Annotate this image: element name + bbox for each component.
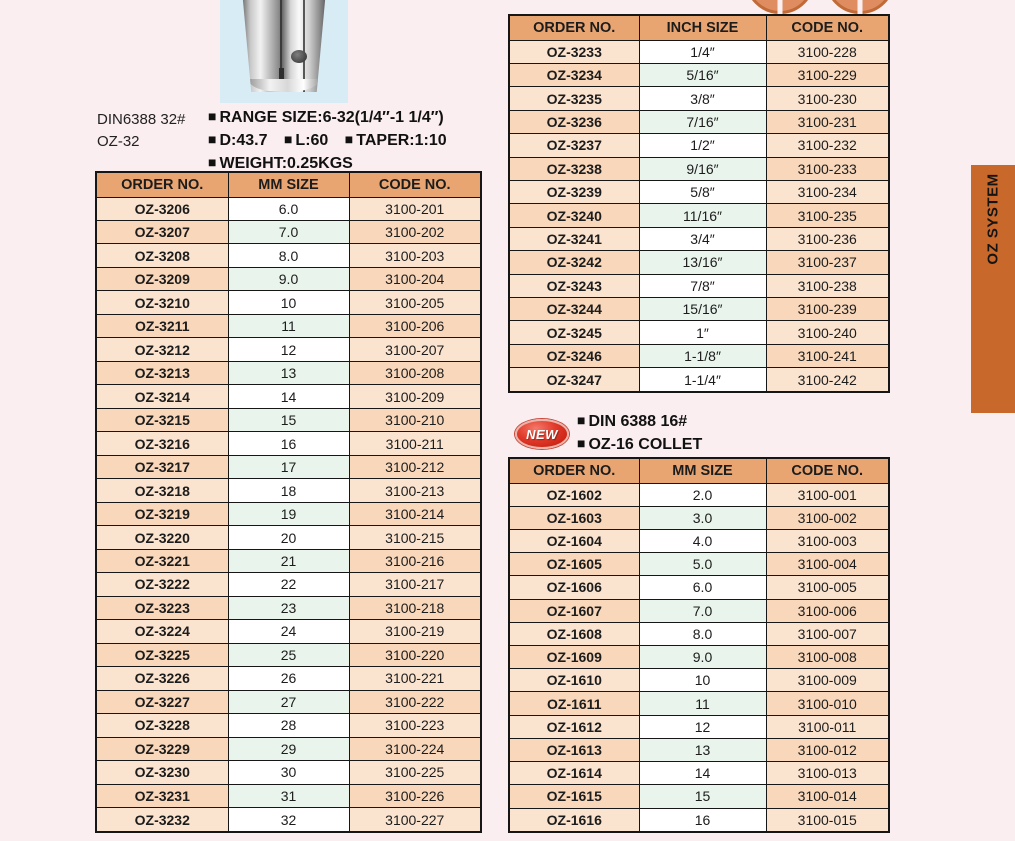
table-cell: 25 [228,643,349,666]
table-cell: 10 [639,669,766,692]
table-row [509,251,889,274]
table-cell: 10 [228,291,349,314]
table-cell: OZ-3230 [96,761,228,784]
table-cell: 7.0 [639,599,766,622]
table-cell: 23 [228,596,349,619]
table-cell: 3100-214 [349,502,481,525]
column-header: CODE NO. [349,172,481,197]
table-cell: OZ-3210 [96,291,228,314]
table-row [509,40,889,63]
table-cell: OZ-1604 [509,529,639,552]
table-row [96,244,481,267]
table-row [509,599,889,622]
table-cell: OZ-1613 [509,738,639,761]
column-header: ORDER NO. [509,458,639,483]
table-cell: 3100-208 [349,361,481,384]
oz16-collet-label: ■ OZ-16 COLLET [577,433,702,456]
table-cell: 3100-225 [349,761,481,784]
table-cell: 3100-223 [349,714,481,737]
table-cell: OZ-3242 [509,251,639,274]
table-row [96,549,481,572]
table-row [96,808,481,832]
table-cell: OZ-3219 [96,502,228,525]
table-cell: 9.0 [639,646,766,669]
table-cell: 3100-004 [766,553,889,576]
table-cell: OZ-3235 [509,87,639,110]
table-row [96,761,481,784]
table-cell: 26 [228,667,349,690]
table-row [509,808,889,832]
table-row [96,220,481,243]
table-cell: 3100-001 [766,483,889,506]
table-cell: 14 [228,385,349,408]
table-cell: 7/8″ [639,274,766,297]
table-cell: 3100-006 [766,599,889,622]
table-cell: OZ-3223 [96,596,228,619]
table-row [96,197,481,220]
spec-weight: ■ WEIGHT:0.25KGS [208,155,353,172]
table-cell: OZ-3226 [96,667,228,690]
table-row [509,134,889,157]
table-cell: OZ-3234 [509,63,639,86]
table-cell: 3100-211 [349,432,481,455]
table-cell: 6.0 [639,576,766,599]
table-cell: OZ-3229 [96,737,228,760]
table-cell: 29 [228,737,349,760]
table-cell: 3100-207 [349,338,481,361]
table-row [96,737,481,760]
table-row [96,338,481,361]
table-cell: 3100-241 [766,344,889,367]
table-row [509,110,889,133]
table-row [509,157,889,180]
header-row [509,458,889,483]
table-cell: OZ-3216 [96,432,228,455]
table-cell: 13/16″ [639,251,766,274]
table-cell: 16 [228,432,349,455]
table-row [509,180,889,203]
new-badge [515,419,569,449]
table-cell: 16 [639,808,766,832]
collet-face-icon [745,0,815,14]
table-cell: 3100-235 [766,204,889,227]
table-row [509,63,889,86]
table-cell: 13 [639,738,766,761]
table-cell: 6.0 [228,197,349,220]
table-cell: 3100-229 [766,63,889,86]
table-cell: 3100-008 [766,646,889,669]
table-cell: 3100-224 [349,737,481,760]
table-cell: 3100-219 [349,620,481,643]
new-badge-label: NEW [526,426,558,442]
table-cell: 3100-210 [349,408,481,431]
spec-range-size: ■ RANGE SIZE:6-32(1/4″-1 1/4″) [208,109,444,126]
table-cell: OZ-3215 [96,408,228,431]
table-cell: OZ-3243 [509,274,639,297]
table-cell: 22 [228,573,349,596]
column-header: MM SIZE [228,172,349,197]
table-cell: 3100-220 [349,643,481,666]
table-cell: 12 [228,338,349,361]
collet-rim [249,79,320,92]
table-row [96,314,481,337]
table-row [509,227,889,250]
table-cell: OZ-3218 [96,479,228,502]
table-cell: OZ-3245 [509,321,639,344]
table-cell: 7/16″ [639,110,766,133]
table-cell: 1-1/4″ [639,368,766,392]
table-cell: 3100-015 [766,808,889,832]
table-cell: OZ-1614 [509,762,639,785]
table-row [509,321,889,344]
table-cell: 3100-233 [766,157,889,180]
table-row [509,368,889,392]
table-cell: 3100-206 [349,314,481,337]
table-cell: OZ-3247 [509,368,639,392]
table-cell: OZ-3241 [509,227,639,250]
table-row [96,573,481,596]
table-cell: OZ-3207 [96,220,228,243]
spec-diameter: ■ D:43.7 [208,132,268,149]
table-row [96,620,481,643]
table-cell: OZ-1615 [509,785,639,808]
table-cell: 1″ [639,321,766,344]
table-row [96,361,481,384]
table-cell: 1-1/8″ [639,344,766,367]
table-row [96,667,481,690]
table-row [96,267,481,290]
table-cell: 3100-205 [349,291,481,314]
table-cell: OZ-3237 [509,134,639,157]
oz16-heading [577,410,702,456]
side-tab-label: OZ SYSTEM [984,173,1002,265]
table-row [509,646,889,669]
table-row [96,291,481,314]
table-row [96,432,481,455]
table-cell: 3100-232 [766,134,889,157]
table-cell: 3100-012 [766,738,889,761]
table-cell: 3100-209 [349,385,481,408]
table-cell: OZ-3239 [509,180,639,203]
column-header: ORDER NO. [96,172,228,197]
table-cell: 7.0 [228,220,349,243]
header-row [96,172,481,197]
table-row [96,643,481,666]
table-cell: OZ-1602 [509,483,639,506]
table-cell: OZ-3228 [96,714,228,737]
table-cell: OZ-3220 [96,526,228,549]
table-cell: OZ-1609 [509,646,639,669]
table-cell: 24 [228,620,349,643]
table-row [96,408,481,431]
table-cell: OZ-3222 [96,573,228,596]
table-cell: 5/16″ [639,63,766,86]
table-row [509,715,889,738]
table-cell: OZ-1616 [509,808,639,832]
column-header: ORDER NO. [509,15,639,40]
table-cell: 27 [228,690,349,713]
table-row [509,553,889,576]
table-cell: 11 [228,314,349,337]
table-row [509,762,889,785]
table-row [509,297,889,320]
spec-list [208,106,447,175]
table-cell: 3100-217 [349,573,481,596]
spec-length: ■ L:60 [284,132,328,149]
table-cell: 3100-204 [349,267,481,290]
table-cell: 3100-014 [766,785,889,808]
table-cell: 17 [228,455,349,478]
table-cell: 3100-228 [766,40,889,63]
table-cell: 9/16″ [639,157,766,180]
table-cell: 15 [228,408,349,431]
table-cell: 1/4″ [639,40,766,63]
table-cell: 3100-231 [766,110,889,133]
table-cell: OZ-3232 [96,808,228,832]
table-cell: 3100-202 [349,220,481,243]
table-cell: 14 [639,762,766,785]
table-cell: 3100-010 [766,692,889,715]
table-cell: 3100-005 [766,576,889,599]
oz16-mm-table [508,457,890,833]
table-cell: OZ-1611 [509,692,639,715]
table-row [96,526,481,549]
table-row [509,274,889,297]
table-row [509,576,889,599]
table-cell: 5/8″ [639,180,766,203]
table-cell: 3100-009 [766,669,889,692]
table-row [96,502,481,525]
table-cell: 3100-227 [349,808,481,832]
table-cell: 2.0 [639,483,766,506]
table-cell: 4.0 [639,529,766,552]
column-header: MM SIZE [639,458,766,483]
column-header: CODE NO. [766,458,889,483]
table-cell: 3100-221 [349,667,481,690]
table-row [509,622,889,645]
table-cell: 13 [228,361,349,384]
table-cell: OZ-3238 [509,157,639,180]
table-cell: 19 [228,502,349,525]
table-cell: OZ-1603 [509,506,639,529]
table-cell: OZ-3236 [509,110,639,133]
table-cell: 3100-222 [349,690,481,713]
table-cell: 3100-201 [349,197,481,220]
table-cell: 5.0 [639,553,766,576]
table-cell: 3100-215 [349,526,481,549]
table-row [509,87,889,110]
table-cell: 32 [228,808,349,832]
collet-illustration [242,0,326,92]
table-row [96,714,481,737]
table-row [96,690,481,713]
table-cell: 3100-203 [349,244,481,267]
table-cell: 15/16″ [639,297,766,320]
table-cell: OZ-3214 [96,385,228,408]
table-cell: OZ-1608 [509,622,639,645]
table-cell: 1/2″ [639,134,766,157]
column-header: CODE NO. [766,15,889,40]
spec-line [208,106,447,129]
table-cell: 3100-242 [766,368,889,392]
oz-system-side-tab [971,165,1015,413]
table-row [509,483,889,506]
table-cell: 3100-216 [349,549,481,572]
table-cell: OZ-3206 [96,197,228,220]
table-cell: 9.0 [228,267,349,290]
table-cell: OZ-3233 [509,40,639,63]
collet-photo [220,0,348,103]
table-cell: 3100-237 [766,251,889,274]
model-name: OZ-32 [97,133,140,150]
spec-taper: ■ TAPER:1:10 [345,132,447,149]
table-cell: 3100-002 [766,506,889,529]
table-cell: 3100-218 [349,596,481,619]
table-cell: OZ-3213 [96,361,228,384]
table-cell: OZ-3244 [509,297,639,320]
table-cell: OZ-3231 [96,784,228,807]
header-row [509,15,889,40]
table-row [509,204,889,227]
table-row [96,385,481,408]
model-label [97,109,185,153]
model-standard: DIN6388 32# [97,111,186,128]
table-cell: 3100-234 [766,180,889,203]
table-cell: 20 [228,526,349,549]
table-row [509,692,889,715]
table-cell: 3100-003 [766,529,889,552]
table-cell: OZ-3209 [96,267,228,290]
table-cell: OZ-1610 [509,669,639,692]
table-row [96,479,481,502]
table-row [509,669,889,692]
table-cell: OZ-3211 [96,314,228,337]
table-cell: 3.0 [639,506,766,529]
collet-face-icon [825,0,895,14]
table-cell: 3100-013 [766,762,889,785]
table-row [96,455,481,478]
table-cell: 21 [228,549,349,572]
table-cell: 11/16″ [639,204,766,227]
table-cell: OZ-3246 [509,344,639,367]
table-row [509,785,889,808]
table-cell: OZ-1605 [509,553,639,576]
column-header: INCH SIZE [639,15,766,40]
table-cell: 3100-230 [766,87,889,110]
table-row [509,344,889,367]
table-cell: 8.0 [639,622,766,645]
table-cell: 3100-212 [349,455,481,478]
table-cell: 3100-213 [349,479,481,502]
oz32-mm-table [95,171,482,833]
table-cell: 3100-238 [766,274,889,297]
table-cell: 11 [639,692,766,715]
collet-hole [291,50,307,63]
table-row [509,529,889,552]
table-cell: OZ-3212 [96,338,228,361]
table-cell: OZ-3225 [96,643,228,666]
table-cell: 31 [228,784,349,807]
table-cell: OZ-1606 [509,576,639,599]
table-cell: 3100-226 [349,784,481,807]
table-row [509,506,889,529]
table-cell: 3100-236 [766,227,889,250]
table-cell: 3100-240 [766,321,889,344]
table-cell: OZ-3224 [96,620,228,643]
spec-line [208,129,447,152]
table-cell: 3100-007 [766,622,889,645]
oz32-inch-table [508,14,890,393]
table-cell: 15 [639,785,766,808]
table-cell: OZ-1607 [509,599,639,622]
table-cell: 3100-239 [766,297,889,320]
oz16-standard: ■ DIN 6388 16# [577,410,702,433]
table-row [96,596,481,619]
table-cell: 30 [228,761,349,784]
table-cell: 3/8″ [639,87,766,110]
table-cell: OZ-3221 [96,549,228,572]
table-cell: OZ-1612 [509,715,639,738]
table-cell: 18 [228,479,349,502]
table-cell: 8.0 [228,244,349,267]
table-cell: 12 [639,715,766,738]
table-cell: 3100-011 [766,715,889,738]
table-row [96,784,481,807]
table-cell: 3/4″ [639,227,766,250]
table-cell: OZ-3208 [96,244,228,267]
table-row [509,738,889,761]
table-cell: OZ-3240 [509,204,639,227]
table-cell: OZ-3227 [96,690,228,713]
table-cell: OZ-3217 [96,455,228,478]
table-cell: 28 [228,714,349,737]
